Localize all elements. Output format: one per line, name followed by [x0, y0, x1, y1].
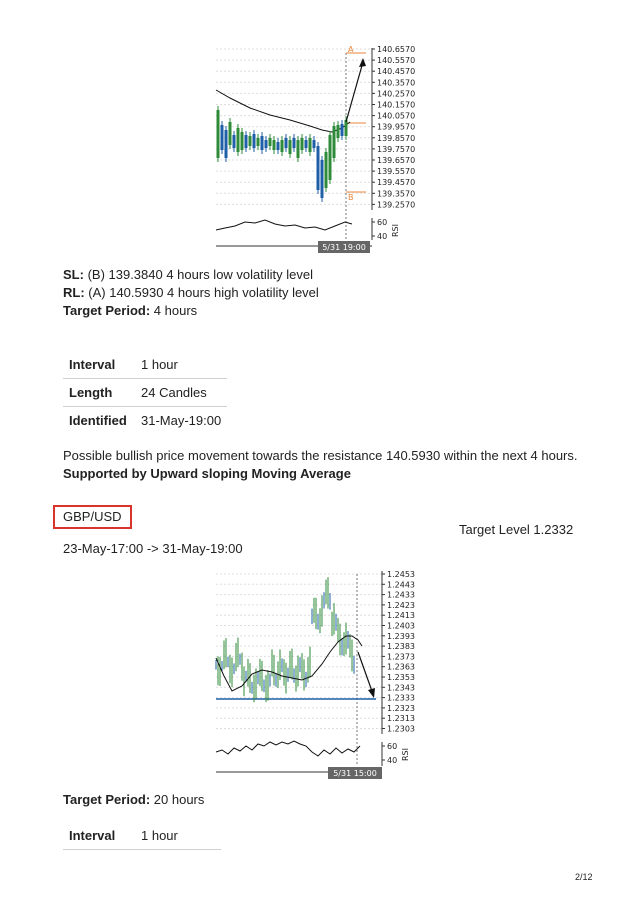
target-key: Target Period:	[63, 303, 151, 318]
chart1-y-label: 140.3570	[377, 78, 416, 88]
chart1-rsi-40: 40	[377, 232, 388, 241]
chart1-y-label: 140.5570	[377, 56, 416, 66]
table-key: Length	[63, 379, 135, 407]
chart1-y-label: 139.3570	[377, 189, 416, 199]
chart1-candle	[337, 125, 340, 138]
chart2-y-label: 1.2403	[387, 621, 415, 631]
chart1-arrowhead	[359, 58, 366, 67]
chart1-moving-average	[216, 90, 350, 132]
table-key: Identified	[69, 413, 127, 428]
chart2-date-tag: 5/31 15:00	[333, 769, 377, 778]
chart2-rsi-60: 60	[387, 742, 398, 751]
chart1-y-label: 140.1570	[377, 100, 416, 110]
chart1-y-label: 139.5570	[377, 167, 416, 177]
chart1-candle	[325, 152, 328, 188]
chart2-y-label: 1.2303	[387, 724, 415, 734]
chart1-candle	[233, 135, 236, 148]
chart1-candle	[301, 138, 304, 150]
target-level: Target Level 1.2332	[459, 522, 574, 537]
date-range: 23-May-17:00 -> 31-May-19:00	[63, 541, 243, 556]
table-value: 1 hour	[135, 822, 221, 850]
summary-text: Possible bullish price movement towards the resistance 140.5930 within the next 4 hours.	[63, 448, 578, 463]
chart1-candle	[285, 138, 288, 148]
chart1-y-label: 140.4570	[377, 67, 416, 77]
chart1-marker-b: B	[348, 193, 354, 202]
chart1-candle	[309, 138, 312, 152]
chart1-candle	[273, 140, 276, 150]
sl-line	[63, 266, 313, 284]
table-value: 1 hour	[135, 351, 227, 379]
chart1-y-label: 140.6570	[377, 45, 416, 54]
chart2-arrowhead	[368, 688, 375, 698]
chart1-candles	[217, 106, 348, 202]
rl-key: RL:	[63, 285, 85, 300]
chart1-candle	[313, 140, 316, 148]
sl-text: (B) 139.3840 4 hours low volatility level	[83, 267, 314, 282]
page-number: 2/12	[575, 872, 593, 882]
table-row	[63, 379, 227, 407]
pair-name: GBP/USD	[63, 509, 122, 524]
target-line-2	[63, 791, 204, 809]
chart2-y-label: 1.2413	[387, 611, 415, 621]
chart1-candle	[341, 124, 344, 136]
chart1-candle	[225, 130, 228, 158]
chart2-y-label: 1.2383	[387, 642, 415, 652]
chart1-candle	[305, 140, 308, 148]
chart2-y-label: 1.2393	[387, 631, 415, 641]
rl-text: (A) 140.5930 4 hours high volatility level	[84, 285, 319, 300]
target-line	[63, 302, 197, 320]
chart2-y-axis-labels	[382, 570, 415, 734]
chart1-rsi-title: RSI	[391, 224, 400, 237]
chart2-y-label: 1.2333	[387, 693, 415, 703]
usdjpy-chart	[210, 40, 425, 255]
chart1-y-label: 139.6570	[377, 156, 416, 165]
chart1-y-label: 139.7570	[377, 144, 416, 154]
chart2-y-label: 1.2313	[387, 714, 415, 724]
chart2-y-label: 1.2433	[387, 590, 415, 600]
target-text: 4 hours	[150, 303, 198, 318]
chart1-candle	[289, 140, 292, 154]
chart1-y-label: 139.4570	[377, 178, 416, 188]
chart1-y-axis-labels	[372, 45, 415, 209]
chart1-candle	[317, 146, 320, 190]
chart1-candle	[333, 126, 336, 158]
chart1-candle	[249, 136, 252, 146]
sl-key: SL:	[63, 267, 84, 282]
chart1-candle	[321, 160, 324, 198]
chart1-y-label: 140.2570	[377, 89, 416, 99]
chart2-y-label: 1.2453	[387, 570, 415, 579]
table-key: Interval	[63, 351, 135, 379]
chart1-y-label: 139.9570	[377, 122, 416, 132]
rl-line	[63, 284, 319, 302]
chart1-candle	[257, 138, 260, 146]
pattern-table-2	[63, 822, 221, 850]
chart1-y-label: 139.8570	[377, 133, 416, 143]
table-value: 31-May-19:00	[141, 413, 222, 428]
target-text-2: 20 hours	[150, 792, 205, 807]
chart1-candle	[253, 134, 256, 148]
chart1-rsi-60: 60	[377, 218, 388, 227]
table-key: Interval	[63, 822, 135, 850]
chart1-candle	[293, 138, 296, 148]
chart2-y-label: 1.2363	[387, 662, 415, 672]
target-key-2: Target Period:	[63, 792, 151, 807]
chart1-candle	[217, 110, 220, 158]
chart2-y-label: 1.2443	[387, 580, 415, 590]
chart1-candle	[229, 122, 232, 145]
chart1-rsi-line	[216, 220, 352, 230]
chart1-candle	[237, 128, 240, 152]
table-row	[63, 351, 227, 379]
chart2-y-label: 1.2323	[387, 703, 415, 713]
table-value: 24 Candles	[135, 379, 227, 407]
chart1-candle	[281, 140, 284, 152]
chart1-y-label: 140.0570	[377, 111, 416, 121]
chart1-y-label: 139.2570	[377, 200, 416, 210]
chart1-gridlines	[216, 49, 372, 204]
chart1-candle	[277, 142, 280, 150]
table-row	[63, 407, 227, 435]
chart1-candle	[269, 138, 272, 146]
pair-title-box	[53, 505, 132, 529]
chart1-candle	[221, 125, 224, 150]
chart1-candle	[261, 136, 264, 150]
chart1-candle	[241, 132, 244, 150]
chart2-candles	[216, 577, 354, 702]
pattern-table	[63, 351, 227, 434]
chart1-candle	[265, 140, 268, 148]
chart1-candle	[245, 135, 248, 148]
chart2-rsi-40: 40	[387, 756, 398, 765]
chart1-date-tag: 5/31 19:00	[322, 243, 366, 252]
chart2-y-label: 1.2343	[387, 683, 415, 693]
summary-support: Supported by Upward sloping Moving Average	[63, 466, 351, 481]
chart1-marker-a: A	[348, 45, 354, 54]
chart2-rsi-title: RSI	[401, 748, 410, 761]
chart1-candle	[329, 135, 332, 180]
chart1-candle	[297, 140, 300, 158]
chart2-y-label: 1.2423	[387, 600, 415, 610]
table-row	[63, 822, 221, 850]
chart2-y-label: 1.2353	[387, 673, 415, 682]
chart2-rsi-line	[216, 741, 360, 756]
chart1-candle	[345, 120, 348, 136]
gbpusd-chart	[210, 566, 430, 781]
chart2-y-label: 1.2373	[387, 652, 415, 662]
